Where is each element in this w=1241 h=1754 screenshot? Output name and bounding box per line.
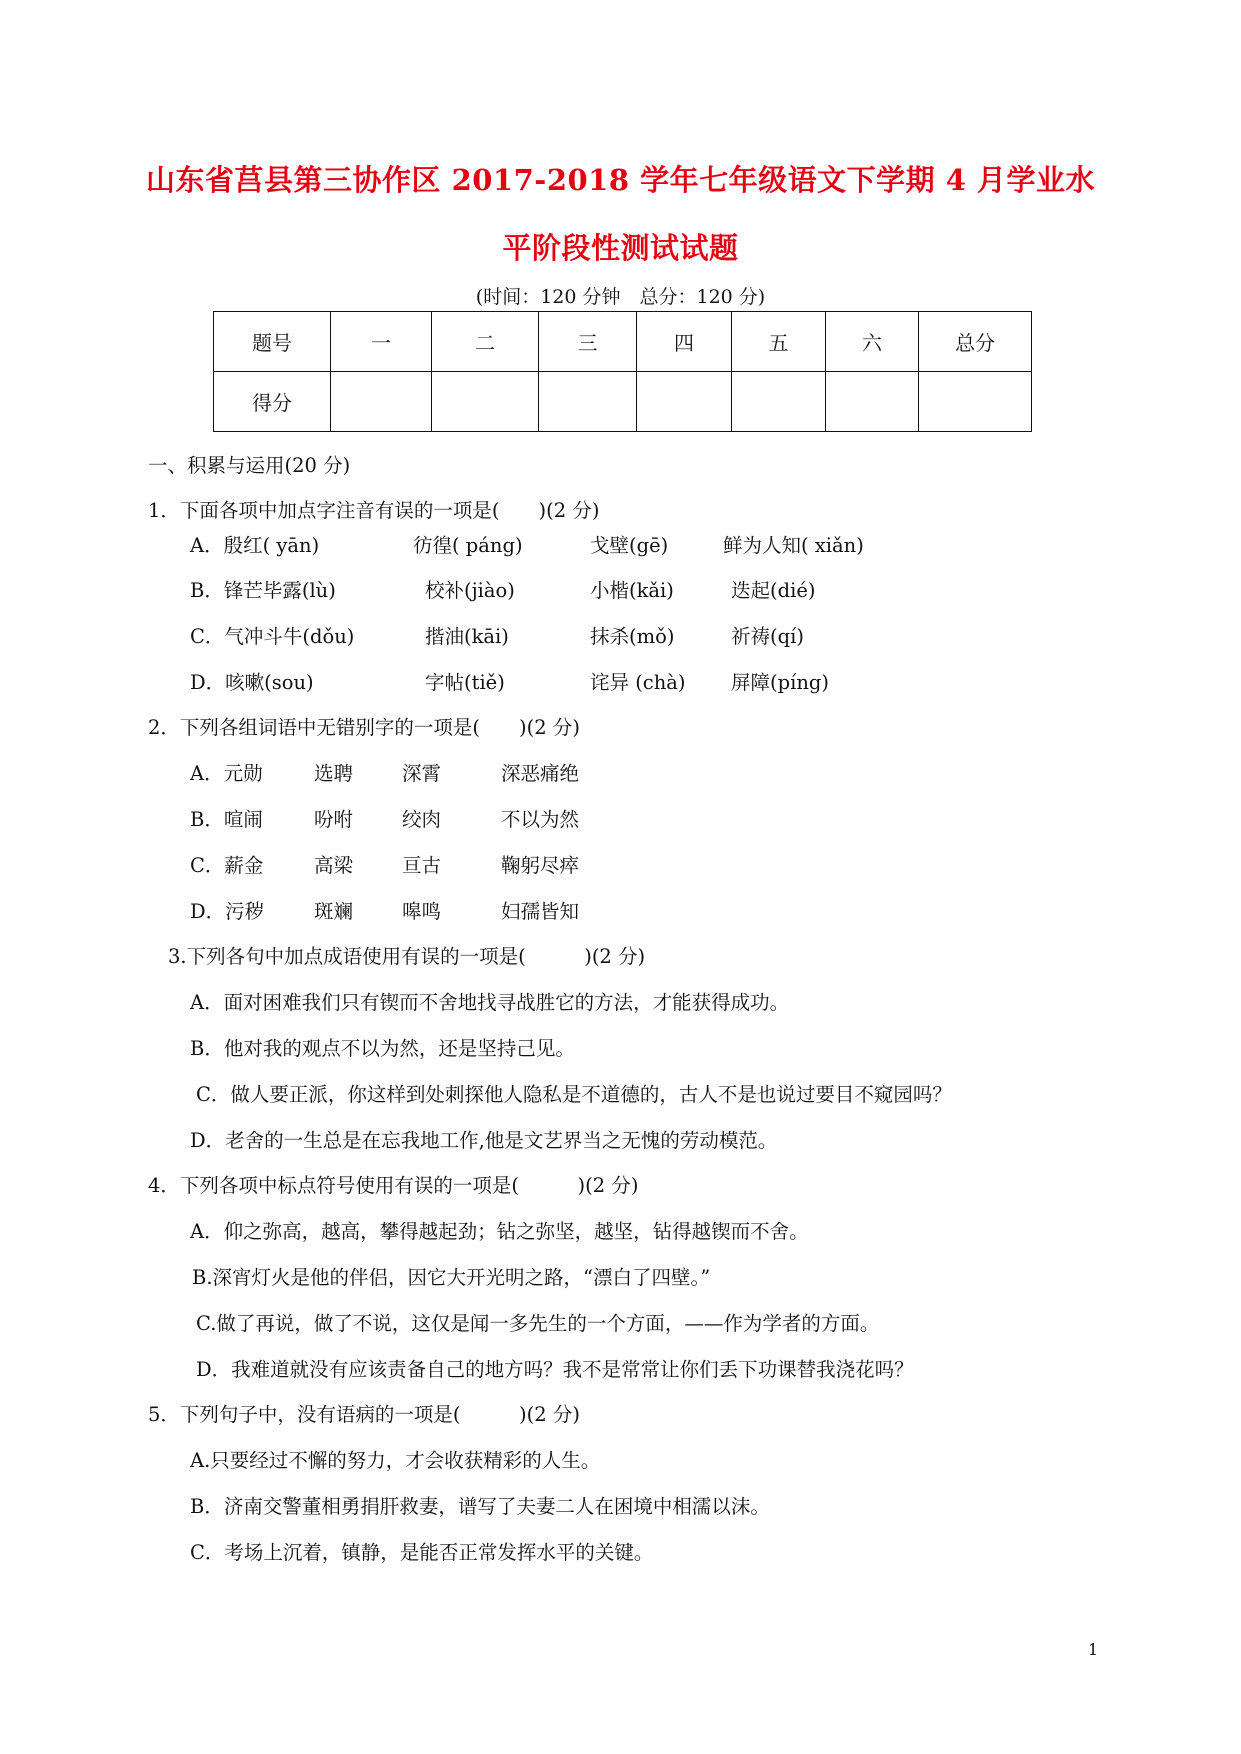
question-5-stem: 5．下列句子中，没有语病的一项是( )(2 分) [148, 1403, 580, 1426]
option-cell: 不以为然 [501, 808, 580, 831]
question-3-option: B．他对我的观点不以为然，还是坚持己见。 [190, 1037, 575, 1060]
header-cell: 总分 [919, 312, 1032, 372]
option-cell: C．气冲斗牛(dǒu) [190, 625, 355, 648]
page-number: 1 [1088, 1640, 1099, 1659]
option-cell: 诧异 (chà) [590, 671, 686, 694]
question-3-option: D．老舍的一生总是在忘我地工作,他是文艺界当之无愧的劳动模范。 [190, 1129, 778, 1152]
option-cell: 字帖(tiě) [425, 671, 505, 694]
option-cell: 选聘 [314, 762, 354, 785]
option-cell: 鲜为人知( xiǎn) [723, 534, 864, 557]
option-cell: 嗥鸣 [402, 900, 442, 923]
option-cell: A．殷红( yān) [190, 534, 320, 557]
option-cell: 屏障(píng) [731, 671, 829, 694]
header-cell: 四 [637, 312, 732, 372]
score-cell [331, 372, 432, 432]
question-5-option: B．济南交警董相勇捐肝救妻，谱写了夫妻二人在困境中相濡以沫。 [190, 1495, 770, 1518]
header-cell: 六 [826, 312, 919, 372]
option-cell: 绞肉 [402, 808, 442, 831]
score-cell [732, 372, 826, 432]
row-label-cell: 得分 [214, 372, 331, 432]
section-heading: 一、积累与运用(20 分) [148, 454, 351, 477]
score-cell [919, 372, 1032, 432]
exam-meta: (时间：120 分钟 总分：120 分) [475, 286, 766, 308]
header-cell: 三 [539, 312, 637, 372]
option-cell: 戈壁(gē) [590, 534, 669, 557]
option-cell: 亘古 [402, 854, 442, 877]
header-cell: 一 [331, 312, 432, 372]
option-cell: B．锋芒毕露(lù) [190, 579, 336, 602]
question-5-option: C．考场上沉着，镇静，是能否正常发挥水平的关键。 [190, 1541, 654, 1564]
option-cell: B．喧闹 [190, 808, 263, 831]
option-cell: 深霄 [402, 762, 442, 785]
option-cell: 高梁 [314, 854, 354, 877]
question-4-option: A．仰之弥高，越高，攀得越起劲；钻之弥坚，越坚，钻得越锲而不舍。 [190, 1220, 809, 1243]
question-3-option: C．做人要正派，你这样到处刺探他人隐私是不道德的，古人不是也说过要目不窥园吗？ [196, 1083, 952, 1106]
document-title-line-1: 山东省莒县第三协作区 2017-2018 学年七年级语文下学期 4 月学业水 [145, 163, 1096, 197]
question-4-option: C.做了再说，做了不说，这仅是闻一多先生的一个方面，——作为学者的方面。 [196, 1312, 880, 1335]
option-cell: C．薪金 [190, 854, 264, 877]
score-table [213, 311, 1032, 432]
header-cell: 二 [432, 312, 539, 372]
option-cell: 妇孺皆知 [501, 900, 580, 923]
question-3-option: A．面对困难我们只有锲而不舍地找寻战胜它的方法，才能获得成功。 [190, 991, 790, 1014]
score-cell [637, 372, 732, 432]
question-4-option: B.深宵灯火是他的伴侣，因它大开光明之路，“漂白了四壁。” [192, 1266, 711, 1289]
option-cell: 斑斓 [314, 900, 354, 923]
score-table-score-row [214, 372, 1032, 432]
option-cell: 鞠躬尽瘁 [501, 854, 580, 877]
option-cell: 校补(jiào) [425, 579, 515, 602]
question-1-stem: 1．下面各项中加点字注音有误的一项是( )(2 分) [148, 499, 600, 522]
score-table-header-row [214, 312, 1032, 372]
question-2-stem: 2．下列各组词语中无错别字的一项是( )(2 分) [148, 716, 580, 739]
option-cell: 深恶痛绝 [501, 762, 580, 785]
question-4-option: D．我难道就没有应该责备自己的地方吗？我不是常常让你们丢下功课替我浇花吗？ [196, 1358, 914, 1381]
question-5-option: A.只要经过不懈的努力，才会收获精彩的人生。 [190, 1449, 601, 1472]
option-cell: 彷徨( páng) [413, 534, 523, 557]
option-cell: 迭起(dié) [731, 579, 816, 602]
option-cell: D．咳嗽(sou) [190, 671, 314, 694]
question-3-stem: 3.下列各句中加点成语使用有误的一项是( )(2 分) [168, 945, 646, 968]
score-cell [539, 372, 637, 432]
option-cell: A．元勋 [190, 762, 263, 785]
question-4-stem: 4．下列各项中标点符号使用有误的一项是( )(2 分) [148, 1174, 639, 1197]
header-cell: 题号 [214, 312, 331, 372]
option-cell: D．污秽 [190, 900, 265, 923]
option-cell: 吩咐 [314, 808, 354, 831]
document-title-line-2: 平阶段性测试试题 [502, 231, 739, 265]
header-cell: 五 [732, 312, 826, 372]
option-cell: 抹杀(mǒ) [590, 625, 675, 648]
option-cell: 小楷(kǎi) [590, 579, 674, 602]
score-cell [826, 372, 919, 432]
option-cell: 祈祷(qí) [731, 625, 804, 648]
score-cell [432, 372, 539, 432]
option-cell: 揩油(kāi) [425, 625, 509, 648]
